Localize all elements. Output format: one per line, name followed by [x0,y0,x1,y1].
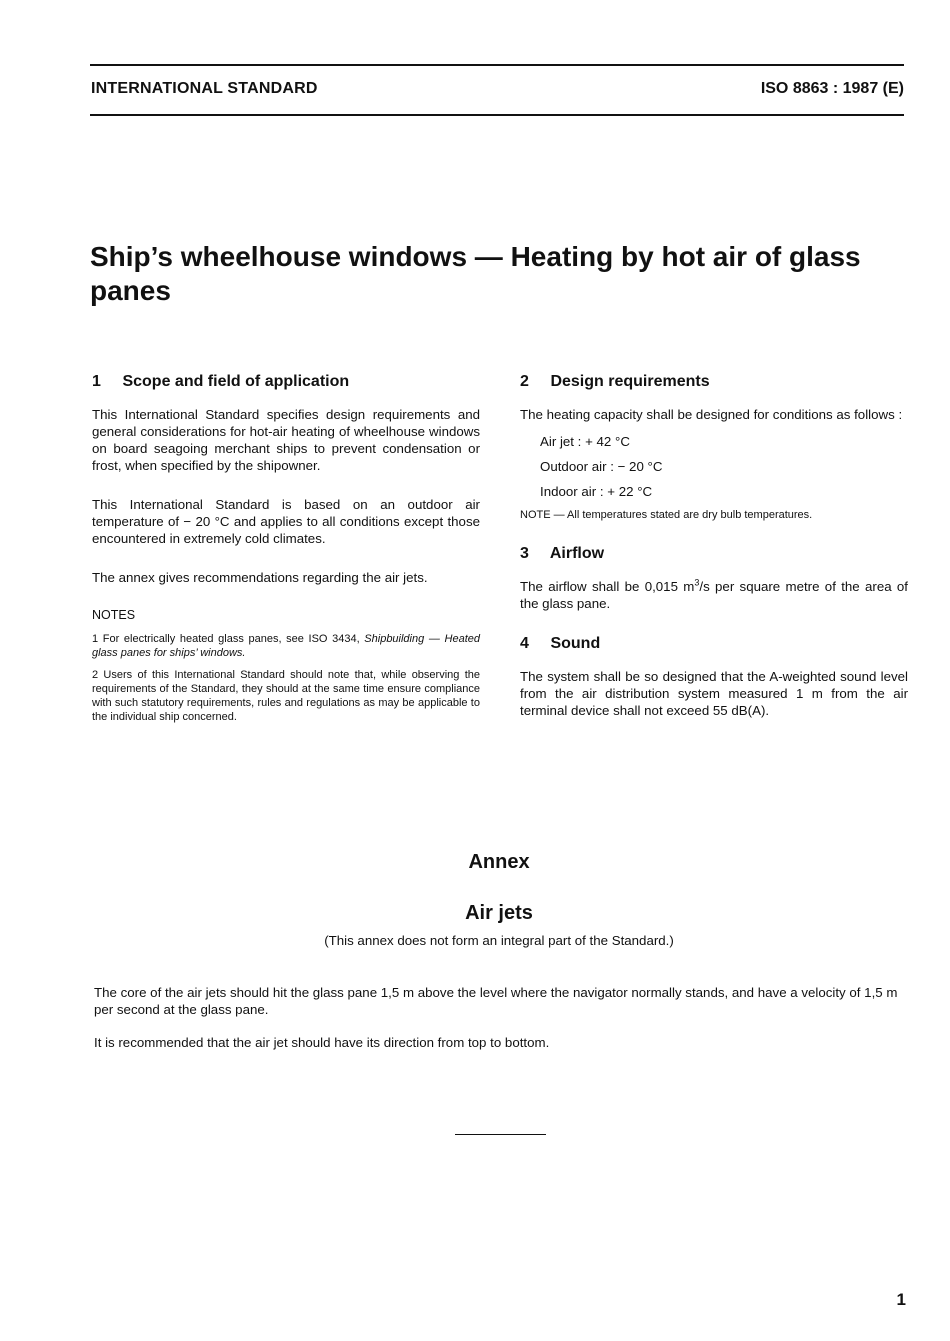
section-title: Sound [550,635,601,652]
annex-subtitle: (This annex does not form an integral part of the Standard.) [324,933,674,948]
end-rule [455,1134,546,1135]
annex-label: Annex [468,851,530,873]
note-1-reference-title: Shipbuilding — Heated glass panes for ships’ windows. [92,633,480,659]
standard-number: ISO 8863 : 1987 (E) [760,80,904,97]
right-column [520,372,908,719]
scope-paragraph-1: This International Standard specifies design requirements and general considerations for hot-air heating of wheelhouse windows on board seagoing merchant ships to prevent condensation or frost, when specified by the shipowner. [92,407,480,473]
note-2: 2 Users of this International Standard should note that, while observing the requirements of the Standard, they should at the same time ensure compliance with such statutory requirements, rules and regulations as may be applicable to the individual ship concerned. [92,669,480,723]
design-intro: The heating capacity shall be designed for conditions as follows : [520,407,903,422]
sound-paragraph: The system shall be so designed that the A-weighted sound level from the air distribution system measured 1 m from the air terminal device shall not exceed 55 dB(A). [520,669,908,718]
document-title: Ship’s wheelhouse windows — Heating by hot air of glass panes [90,241,861,306]
condition-air-jet: Air jet : + 42 °C [540,434,630,449]
section-2-heading [520,372,908,392]
document-type-label: INTERNATIONAL STANDARD [91,80,318,97]
airflow-exponent: 3 [694,577,700,588]
scope-paragraph-3: The annex gives recommendations regarding the air jets. [92,570,428,585]
condition-outdoor-air: Outdoor air : − 20 °C [540,459,663,474]
annex-paragraph-1: The core of the air jets should hit the glass pane 1,5 m above the level where the navigator normally stands, and have a velocity of 1,5 m per second at the glass pane. [94,985,898,1017]
scope-paragraph-2: This International Standard is based on an outdoor air temperature of − 20 °C and applies to all conditions except those encountered in extremely cold climates. [92,497,480,546]
note-1 [92,632,480,660]
section-number: 4 [520,635,529,652]
airflow-text-start: The airflow shall be 0,015 m [520,579,695,594]
notes-heading: NOTES [92,608,136,622]
section-3-heading [520,544,908,564]
header-bottom-rule [90,114,904,116]
header-top-rule [90,64,904,66]
section-number: 2 [520,373,529,390]
annex-title: Air jets [465,902,533,924]
section-title: Scope and field of application [122,373,350,390]
left-column [92,372,480,732]
temperature-note: NOTE — All temperatures stated are dry bulb temperatures. [520,509,813,521]
condition-indoor-air: Indoor air : + 22 °C [540,484,653,499]
airflow-text-end: /s per square metre of the area of the glass pane. [520,579,909,611]
section-title: Airflow [549,545,605,562]
page-number: 1 [896,1290,906,1309]
section-number: 3 [520,545,529,562]
section-title: Design requirements [550,373,710,390]
section-1-heading [92,372,480,392]
section-number: 1 [92,373,101,390]
annex-paragraph-2: It is recommended that the air jet should have its direction from top to bottom. [94,1035,550,1050]
note-1-text: 1 For electrically heated glass panes, see ISO 3434, [92,633,365,645]
airflow-paragraph [520,578,908,612]
section-4-heading [520,634,908,654]
